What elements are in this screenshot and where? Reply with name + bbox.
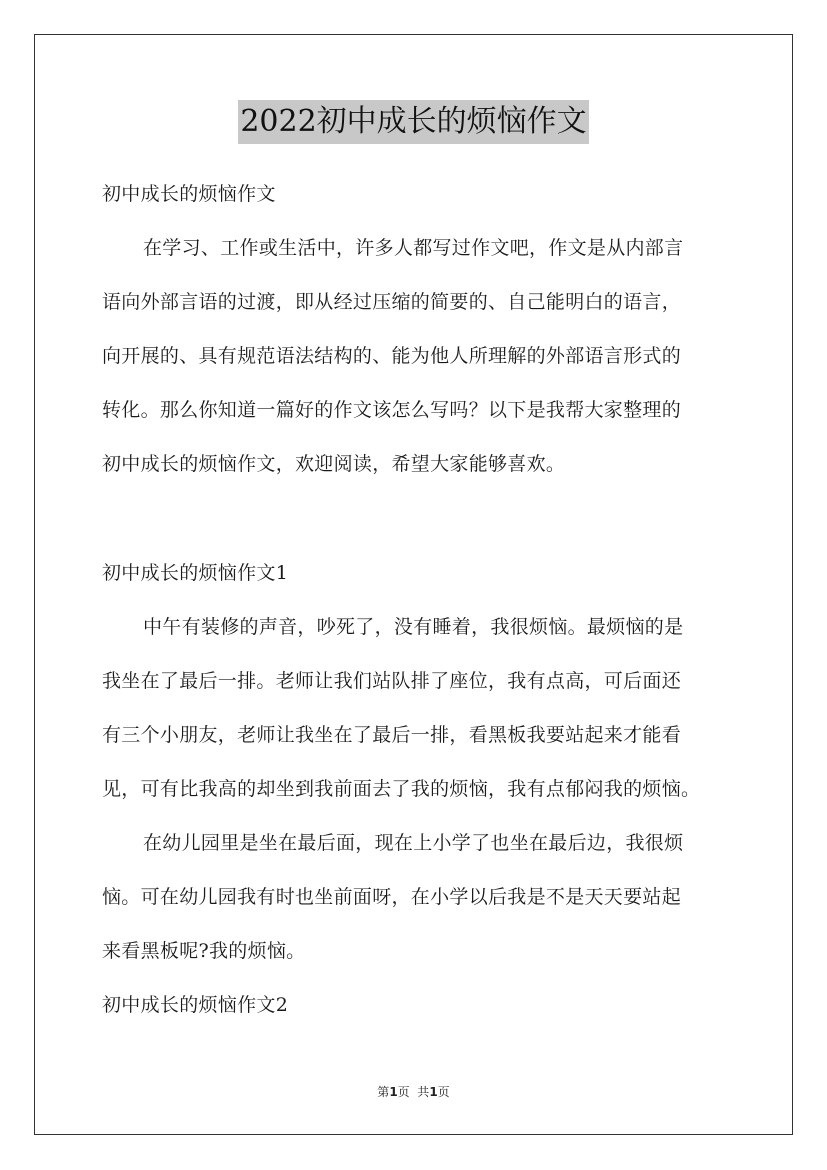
footer-page-current: 1 bbox=[389, 1085, 398, 1099]
paragraph-line: 初中成长的烦恼作文，欢迎阅读，希望大家能够喜欢。 bbox=[102, 453, 566, 475]
paragraph-line: 向开展的、具有规范语法结构的、能为他人所理解的外部语言形式的 bbox=[102, 345, 682, 367]
paragraph-line: 来看黑板呢?我的烦恼。 bbox=[102, 940, 306, 962]
paragraph-line: 见，可有比我高的却坐到我前面去了我的烦恼，我有点郁闷我的烦恼。 bbox=[102, 778, 701, 800]
document-title: 2022初中成长的烦恼作文 bbox=[238, 100, 588, 144]
title-container bbox=[0, 100, 827, 144]
paragraph-line: 恼。可在幼儿园我有时也坐前面呀，在小学以后我是不是天天要站起 bbox=[102, 886, 682, 908]
footer-page-total: 1 bbox=[429, 1085, 438, 1099]
paragraph-line: 中午有装修的声音，吵死了，没有睡着，我很烦恼。最烦恼的是 bbox=[143, 616, 684, 638]
page-footer bbox=[0, 1084, 827, 1100]
paragraph-line: 在幼儿园里是坐在最后面，现在上小学了也坐在最后边，我很烦 bbox=[143, 832, 684, 854]
paragraph-line: 在学习、工作或生活中，许多人都写过作文吧，作文是从内部言 bbox=[143, 237, 684, 259]
paragraph-line: 有三个小朋友，老师让我坐在了最后一排，看黑板我要站起来才能看 bbox=[102, 724, 682, 746]
section-heading: 初中成长的烦恼作文2 bbox=[102, 994, 289, 1016]
paragraph-line: 语向外部言语的过渡，即从经过压缩的简要的、自己能明白的语言， bbox=[102, 291, 682, 313]
section-heading: 初中成长的烦恼作文 bbox=[102, 183, 276, 205]
paragraph-line: 我坐在了最后一排。老师让我们站队排了座位，我有点高，可后面还 bbox=[102, 670, 682, 692]
footer-page-mid: 页 共 bbox=[397, 1085, 430, 1099]
footer-page-suffix: 页 bbox=[437, 1085, 450, 1099]
footer-page-prefix: 第 bbox=[377, 1085, 390, 1099]
section-heading: 初中成长的烦恼作文1 bbox=[102, 562, 289, 584]
paragraph-line: 转化。那么你知道一篇好的作文该怎么写吗？以下是我帮大家整理的 bbox=[102, 399, 682, 421]
